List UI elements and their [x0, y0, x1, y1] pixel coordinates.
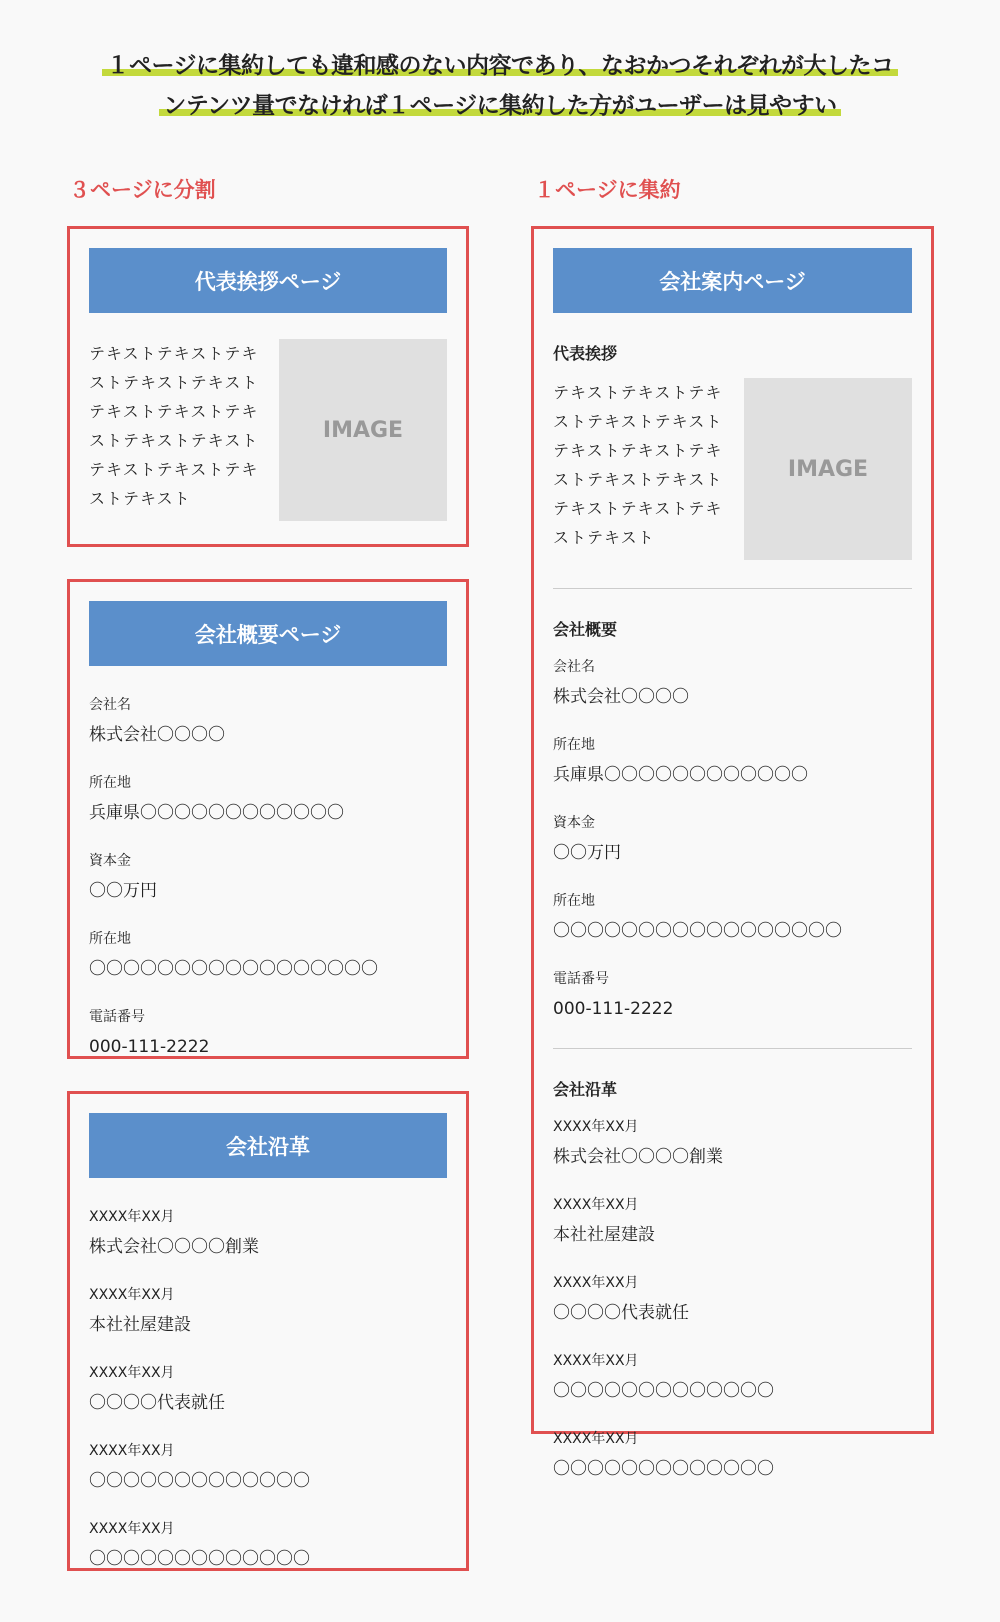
item-value: 〇〇〇〇代表就任 — [89, 1393, 225, 1413]
company-guide-header: 会社案内ページ — [553, 248, 912, 313]
overview-page-box — [67, 579, 469, 1059]
item-value: 000-111-2222 — [553, 999, 674, 1019]
item-label: 所在地 — [553, 737, 595, 753]
history-page-box — [67, 1091, 469, 1571]
item-value: 〇〇〇〇代表就任 — [553, 1303, 689, 1323]
headline-line-1: １ページに集約しても違和感のない内容であり、なおかつそれぞれが大したコ — [102, 53, 897, 79]
greeting-page-header: 代表挨拶ページ — [89, 248, 447, 313]
overview-list — [89, 696, 447, 1058]
item-value: 兵庫県〇〇〇〇〇〇〇〇〇〇〇〇 — [89, 803, 344, 823]
item-label: 所在地 — [89, 775, 131, 791]
item-label: 資本金 — [89, 853, 131, 869]
divider — [553, 1048, 912, 1049]
headline — [0, 46, 1000, 126]
history-list — [553, 1118, 912, 1480]
item-value: 〇〇〇〇〇〇〇〇〇〇〇〇〇〇〇〇〇 — [553, 921, 842, 941]
item-label: XXXX年XX月 — [89, 1287, 175, 1303]
item-label: XXXX年XX月 — [89, 1365, 175, 1381]
history-heading: 会社沿革 — [553, 1080, 618, 1099]
image-placeholder: IMAGE — [744, 378, 912, 560]
item-label: XXXX年XX月 — [553, 1431, 639, 1447]
split-label: ３ページに分割 — [69, 178, 216, 202]
history-list — [89, 1208, 447, 1570]
item-value: 〇〇〇〇〇〇〇〇〇〇〇〇〇〇〇〇〇 — [89, 959, 378, 979]
divider — [553, 588, 912, 589]
greeting-heading: 代表挨拶 — [553, 344, 618, 363]
item-value: 株式会社〇〇〇〇 — [89, 725, 225, 745]
item-label: XXXX年XX月 — [89, 1521, 175, 1537]
item-value: 〇〇〇〇〇〇〇〇〇〇〇〇〇 — [89, 1471, 310, 1491]
item-value: 〇〇万円 — [553, 843, 621, 863]
greeting-text: テキストテキストテキストテキストテキストテキストテキストテキストテキストテキストテキストテキストテキストテキスト — [553, 383, 723, 547]
combined-label: １ページに集約 — [534, 178, 681, 202]
item-label: 資本金 — [553, 815, 595, 831]
item-label: 電話番号 — [553, 971, 609, 987]
overview-list — [553, 658, 912, 1020]
item-value: 株式会社〇〇〇〇創業 — [89, 1237, 259, 1257]
item-label: XXXX年XX月 — [553, 1119, 639, 1135]
company-guide-box — [531, 226, 934, 1479]
item-label: XXXX年XX月 — [553, 1197, 639, 1213]
item-label: XXXX年XX月 — [553, 1353, 639, 1369]
image-placeholder: IMAGE — [279, 339, 447, 521]
overview-heading: 会社概要 — [553, 620, 618, 639]
greeting-page-box — [67, 226, 469, 547]
greeting-text: テキストテキストテキストテキストテキストテキストテキストテキストテキストテキストテキストテキストテキストテキスト — [89, 344, 259, 508]
item-label: 会社名 — [89, 697, 131, 713]
item-label: 所在地 — [553, 893, 595, 909]
item-value: 兵庫県〇〇〇〇〇〇〇〇〇〇〇〇 — [553, 765, 808, 785]
item-value: 本社社屋建設 — [553, 1225, 655, 1245]
item-label: XXXX年XX月 — [89, 1209, 175, 1225]
item-label: 会社名 — [553, 659, 595, 675]
item-label: 所在地 — [89, 931, 131, 947]
item-value: 〇〇〇〇〇〇〇〇〇〇〇〇〇 — [89, 1549, 310, 1569]
headline-line-2: ンテンツ量でなければ１ページに集約した方がユーザーは見やすい — [159, 93, 840, 119]
item-label: 電話番号 — [89, 1009, 145, 1025]
history-page-header: 会社沿革 — [89, 1113, 447, 1178]
item-value: 〇〇万円 — [89, 881, 157, 901]
item-label: XXXX年XX月 — [89, 1443, 175, 1459]
item-value: 〇〇〇〇〇〇〇〇〇〇〇〇〇 — [553, 1381, 774, 1401]
item-value: 株式会社〇〇〇〇創業 — [553, 1147, 723, 1167]
item-value: 株式会社〇〇〇〇 — [553, 687, 689, 707]
item-value: 〇〇〇〇〇〇〇〇〇〇〇〇〇 — [553, 1459, 774, 1479]
item-label: XXXX年XX月 — [553, 1275, 639, 1291]
item-value: 本社社屋建設 — [89, 1315, 191, 1335]
item-value: 000-111-2222 — [89, 1037, 210, 1057]
overview-page-header: 会社概要ページ — [89, 601, 447, 666]
